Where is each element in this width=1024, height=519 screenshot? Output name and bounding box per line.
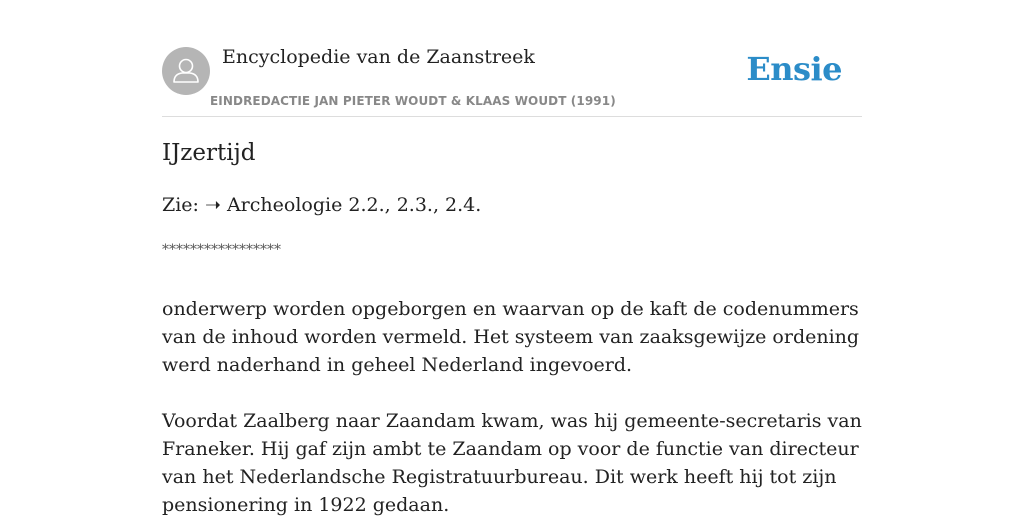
- publication-editors: EINDREDACTIE JAN PIETER WOUDT & KLAAS WOUDT (1991): [210, 94, 616, 108]
- page-container: [162, 0, 862, 516]
- paragraph: Voordat Zaalberg naar Zaandam kwam, was hij gemeente-secretaris van Franeker. Hij gaf zijn ambt te Zaandam op voor de functie van directeur van het Nederlandsche Registratuurbureau. Dit werk heeft hij tot zijn pensionering in 1922 gedaan.: [162, 410, 862, 516]
- paragraph: onderwerp worden opgeborgen en waarvan op de kaft de codenummers van de inhoud worden vermeld. Het systeem van zaaksgewijze ordening werd naderhand in geheel Nederland ingevoerd.: [162, 298, 860, 376]
- avatar[interactable]: [162, 47, 210, 95]
- ensie-logo-link[interactable]: Ensie: [746, 50, 842, 88]
- archeologie-link[interactable]: Archeologie 2.2., 2.3., 2.4.: [226, 194, 482, 216]
- entry-title: IJzertijd: [162, 140, 256, 166]
- see-prefix: Zie:: [162, 194, 199, 216]
- publication-header: [162, 0, 862, 117]
- user-icon: [162, 47, 210, 95]
- publication-title[interactable]: Encyclopedie van de Zaanstreek: [222, 46, 535, 68]
- arrow-right-icon: ➝: [204, 194, 221, 216]
- see-reference: [162, 194, 481, 216]
- separator-stars: *****************: [162, 242, 281, 258]
